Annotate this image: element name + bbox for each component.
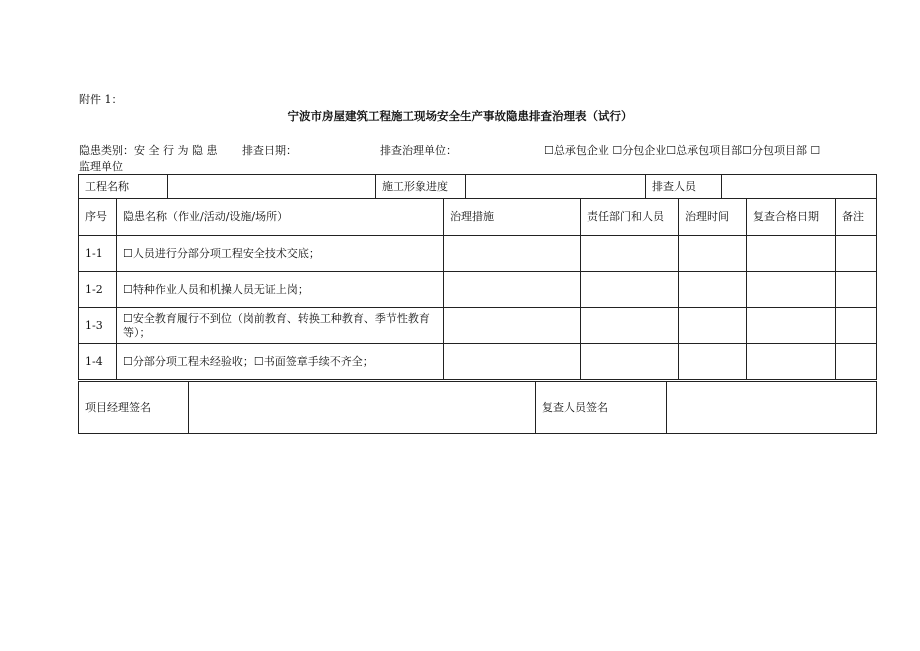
project-info-table (78, 174, 877, 199)
review-date-cell[interactable] (747, 272, 836, 308)
inspection-date-label: 排查日期： (242, 144, 297, 157)
supervision-unit-label: 监理单位 (79, 160, 123, 173)
remark-cell[interactable] (836, 272, 877, 308)
progress-field[interactable] (466, 175, 646, 199)
column-header: 复查合格日期 (747, 199, 836, 236)
signature-table (78, 381, 877, 434)
inspector-label: 排查人员 (646, 175, 722, 199)
responsible-cell[interactable] (581, 272, 679, 308)
row-number: 1-4 (79, 344, 117, 380)
hazard-name-checkbox[interactable]: ☐特种作业人员和机操人员无证上岗； (117, 272, 444, 308)
hazard-name-checkbox[interactable]: ☐人员进行分部分项工程安全技术交底； (117, 236, 444, 272)
column-header: 隐患名称（作业/活动/设施/场所） (117, 199, 444, 236)
time-cell[interactable] (679, 272, 747, 308)
hazard-name-checkbox[interactable]: ☐安全教育履行不到位（岗前教育、转换工种教育、季节性教育等）； (117, 308, 444, 344)
review-date-cell[interactable] (747, 344, 836, 380)
table-row (79, 344, 877, 380)
table-row (79, 236, 877, 272)
table-row (79, 308, 877, 344)
row-number: 1-3 (79, 308, 117, 344)
column-header: 备注 (836, 199, 877, 236)
inspector-field[interactable] (722, 175, 877, 199)
document-title: 宁波市房屋建筑工程施工现场安全生产事故隐患排查治理表（试行） (287, 109, 633, 123)
manager-sign-field[interactable] (189, 382, 536, 434)
hazard-table (78, 198, 877, 380)
manager-sign-label: 项目经理签名 (79, 382, 189, 434)
responsible-cell[interactable] (581, 344, 679, 380)
progress-label: 施工形象进度 (376, 175, 466, 199)
time-cell[interactable] (679, 344, 747, 380)
remark-cell[interactable] (836, 344, 877, 380)
responsible-unit-label: 排查治理单位： (380, 144, 457, 157)
review-date-cell[interactable] (747, 308, 836, 344)
measure-cell[interactable] (444, 308, 581, 344)
time-cell[interactable] (679, 236, 747, 272)
column-header: 序号 (79, 199, 117, 236)
remark-cell[interactable] (836, 236, 877, 272)
hazard-name-checkbox[interactable]: ☐分部分项工程未经验收；☐书面签章手续不齐全； (117, 344, 444, 380)
remark-cell[interactable] (836, 308, 877, 344)
column-header: 治理措施 (444, 199, 581, 236)
project-name-field[interactable] (168, 175, 376, 199)
time-cell[interactable] (679, 308, 747, 344)
measure-cell[interactable] (444, 236, 581, 272)
column-header: 治理时间 (679, 199, 747, 236)
reviewer-sign-field[interactable] (667, 382, 877, 434)
reviewer-sign-label: 复查人员签名 (536, 382, 667, 434)
attachment-label: 附件 1： (79, 93, 123, 106)
project-name-label: 工程名称 (79, 175, 168, 199)
table-row (79, 272, 877, 308)
meta-line (79, 142, 879, 158)
row-number: 1-1 (79, 236, 117, 272)
unit-type-options[interactable]: ☐总承包企业 ☐分包企业☐总承包项目部☐分包项目部 ☐ (544, 144, 821, 157)
column-header: 责任部门和人员 (581, 199, 679, 236)
responsible-cell[interactable] (581, 236, 679, 272)
responsible-cell[interactable] (581, 308, 679, 344)
table-header-row (79, 199, 877, 236)
hazard-category: 隐患类别：安 全 行 为 隐 患 (79, 144, 218, 157)
measure-cell[interactable] (444, 344, 581, 380)
review-date-cell[interactable] (747, 236, 836, 272)
row-number: 1-2 (79, 272, 117, 308)
measure-cell[interactable] (444, 272, 581, 308)
